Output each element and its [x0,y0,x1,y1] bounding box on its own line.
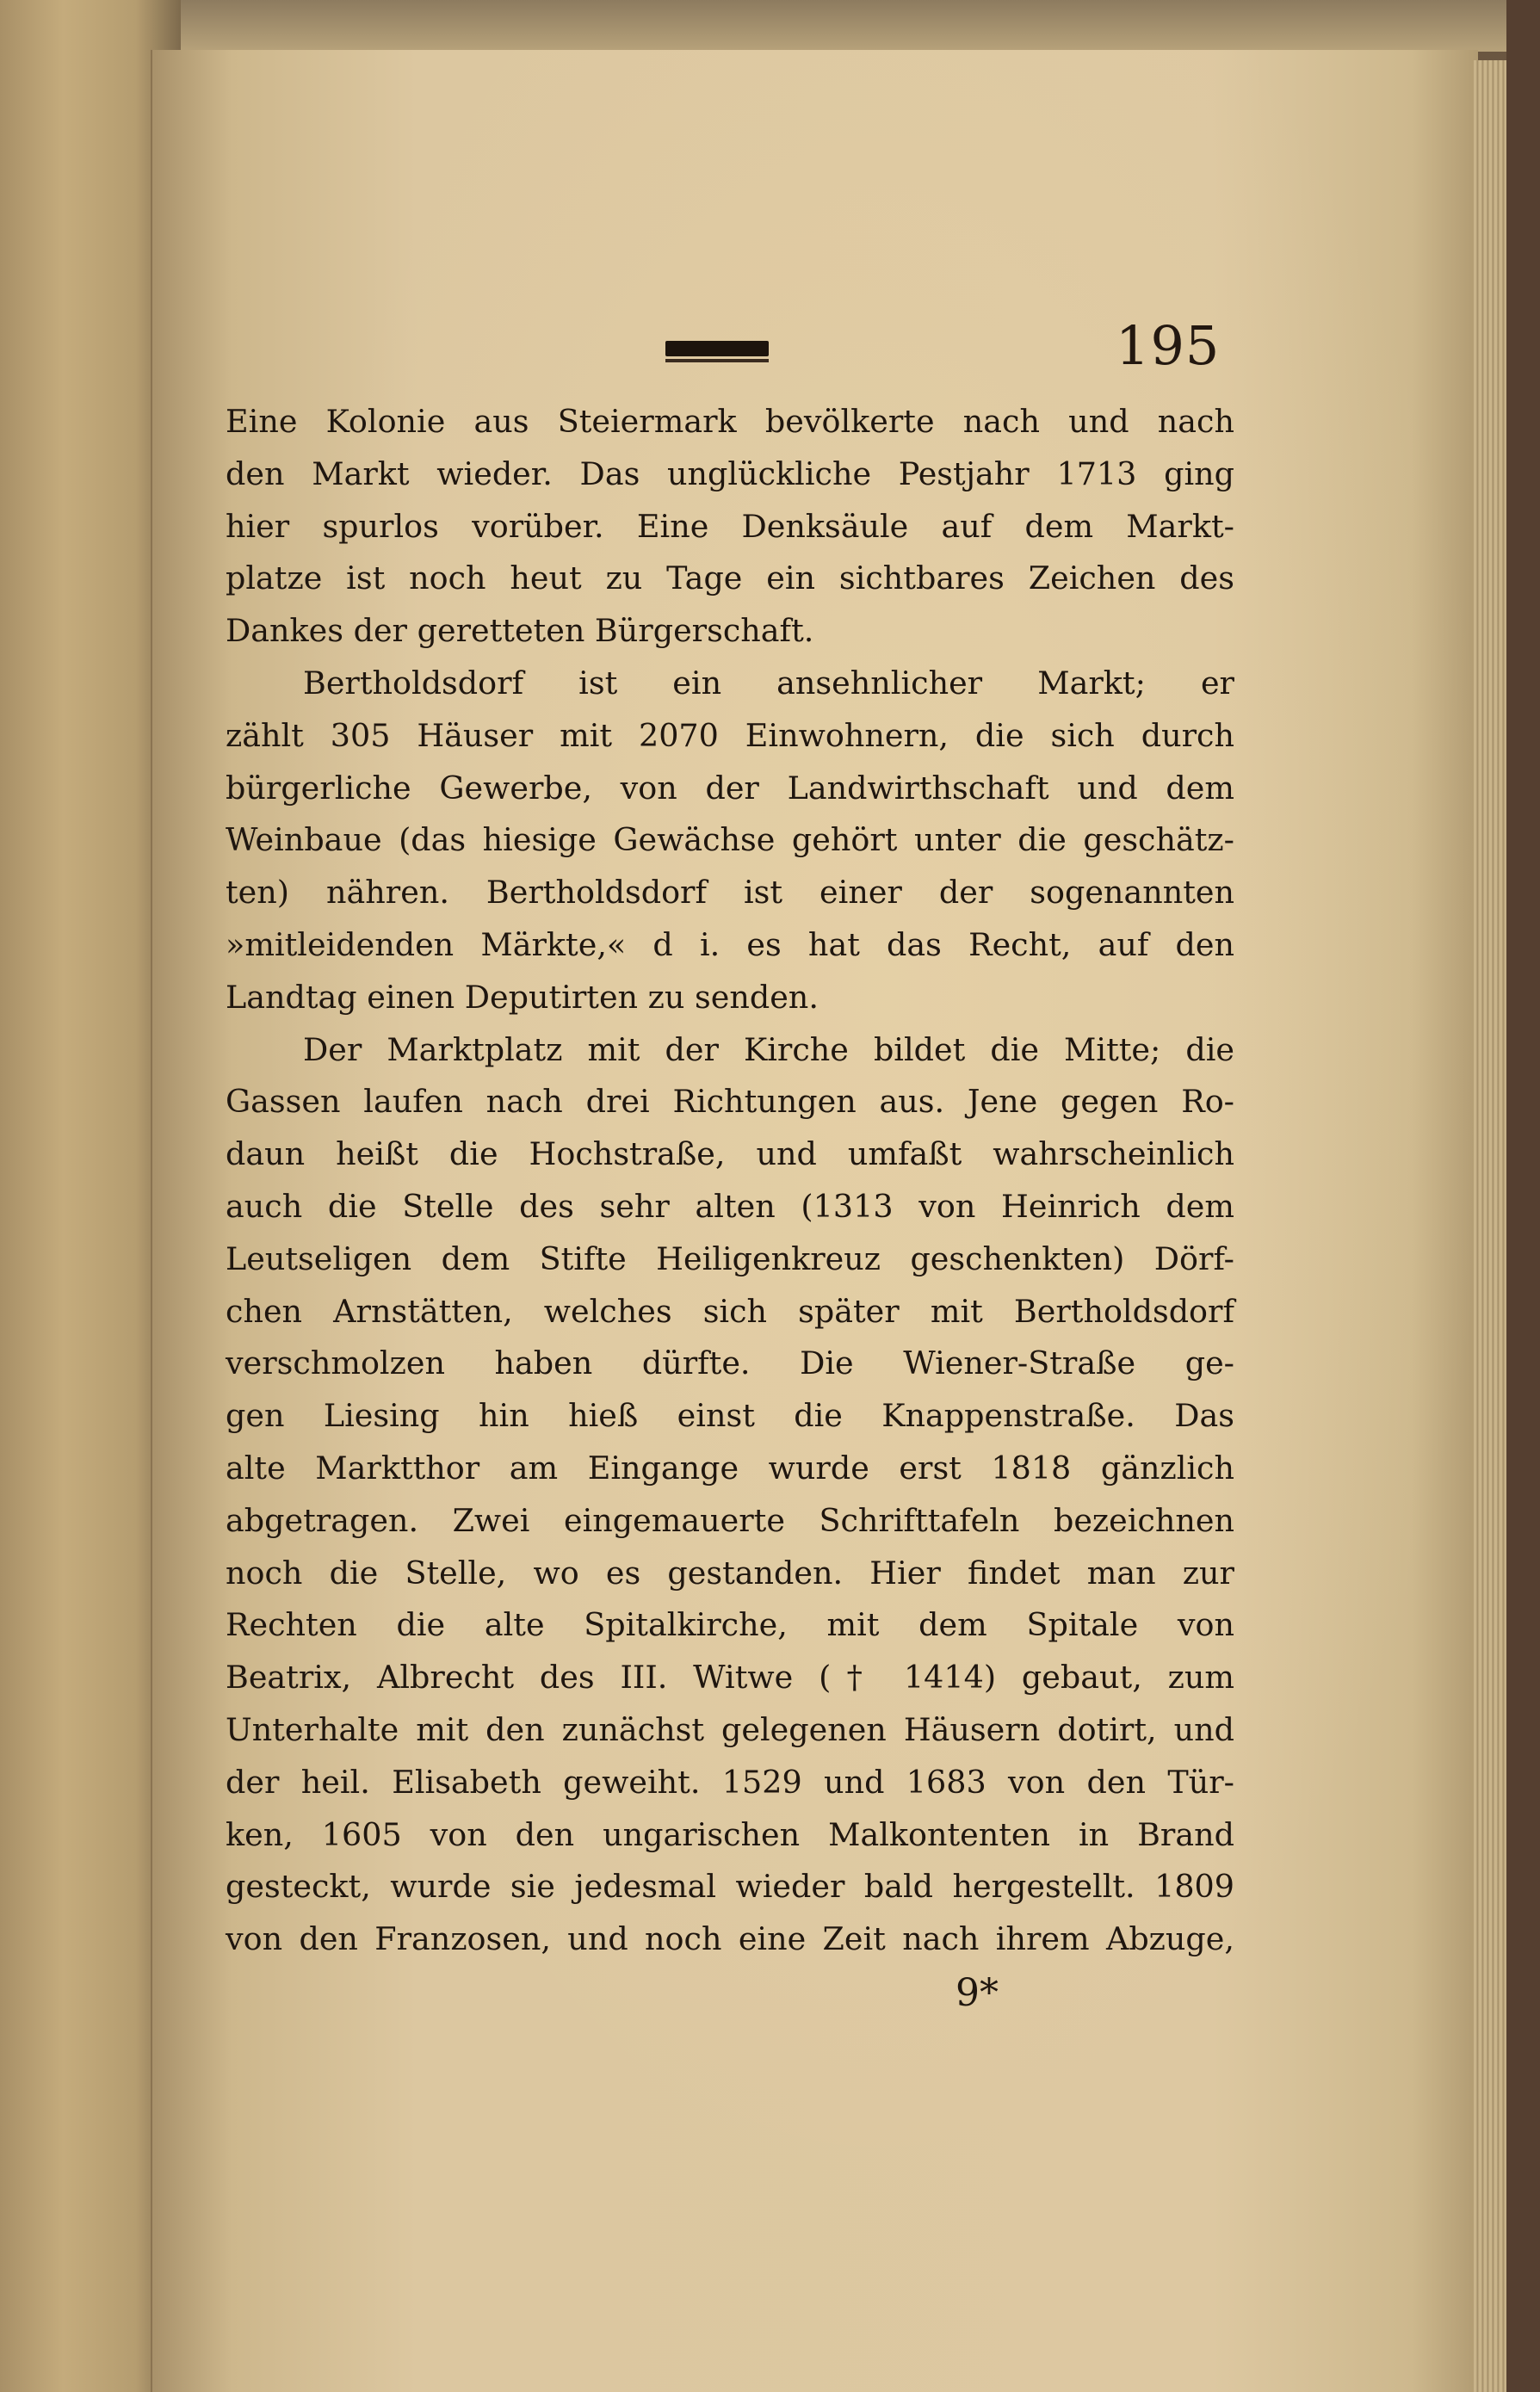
text-line: ten) nähren. Bertholdsdorf ist einer der sogenannten [226,874,1234,912]
text-line: platze ist noch heut zu Tage ein sichtbares Zeichen des [226,559,1234,597]
text-line: Bertholdsdorf ist ein ansehnlicher Markt; er [303,664,1234,702]
page-number: 195 [1116,314,1221,377]
text-line: ken, 1605 von den ungarischen Malkontenten in Brand [226,1815,1234,1853]
text-line: den Markt wieder. Das unglückliche Pestjahr 1713 ging [226,454,1234,492]
book-cover-edge [1506,0,1540,2392]
text-line: abgetragen. Zwei eingemauerte Schrifttafeln bezeichnen [226,1501,1234,1539]
text-line: Weinbaue (das hiesige Gewächse gehört unter die geschätz- [226,821,1234,859]
text-line: Gassen laufen nach drei Richtungen aus. Jene gegen Ro- [226,1083,1234,1121]
text-line: gesteckt, wurde sie jedesmal wieder bald hergestellt. 1809 [226,1868,1234,1906]
text-line: von den Franzosen, und noch eine Zeit nach ihrem Abzuge, [226,1920,1234,1958]
scan-top-edge [181,0,1540,52]
text-line: verschmolzen haben dürfte. Die Wiener-Straße ge- [226,1344,1234,1382]
text-line: daun heißt die Hochstraße, und umfaßt wahrscheinlich [226,1135,1234,1173]
text-line: chen Arnstätten, welches sich später mit Bertholdsdorf [226,1292,1234,1330]
text-line: noch die Stelle, wo es gestanden. Hier findet man zur [226,1554,1234,1592]
text-line: zählt 305 Häuser mit 2070 Einwohnern, die sich durch [226,716,1234,754]
text-line: »mitleidenden Märkte,« d i. es hat das Recht, auf den [226,925,1234,963]
text-line: Der Marktplatz mit der Kirche bildet die Mitte; die [303,1030,1234,1068]
header-rule [665,341,769,356]
text-line: alte Marktthor am Eingange wurde erst 1818 gänzlich [226,1449,1234,1487]
text-line: auch die Stelle des sehr alten (1313 von Heinrich dem [226,1187,1234,1225]
signature-mark: 9* [956,1971,999,2015]
text-line: hier spurlos vorüber. Eine Denksäule auf dem Markt- [226,507,1234,545]
text-line: Unterhalte mit den zunächst gelegenen Häusern dotirt, und [226,1710,1234,1748]
text-line: Eine Kolonie aus Steiermark bevölkerte nach und nach [226,403,1234,440]
text-line: der heil. Elisabeth geweiht. 1529 und 1683 von den Tür- [226,1763,1234,1801]
text-line: Beatrix, Albrecht des III. Witwe († 1414) gebaut, zum [226,1659,1234,1697]
body-text [226,396,1234,1966]
text-line: Rechten die alte Spitalkirche, mit dem Spitale von [226,1606,1234,1644]
text-line: bürgerliche Gewerbe, von der Landwirthschaft und dem [226,769,1234,807]
text-line: gen Liesing hin hieß einst die Knappenstraße. Das [226,1397,1234,1435]
text-line: Landtag einen Deputirten zu senden. [226,978,819,1016]
text-line: Leutseligen dem Stifte Heiligenkreuz geschenkten) Dörf- [226,1239,1234,1277]
text-line: Dankes der geretteten Bürgerschaft. [226,612,814,650]
